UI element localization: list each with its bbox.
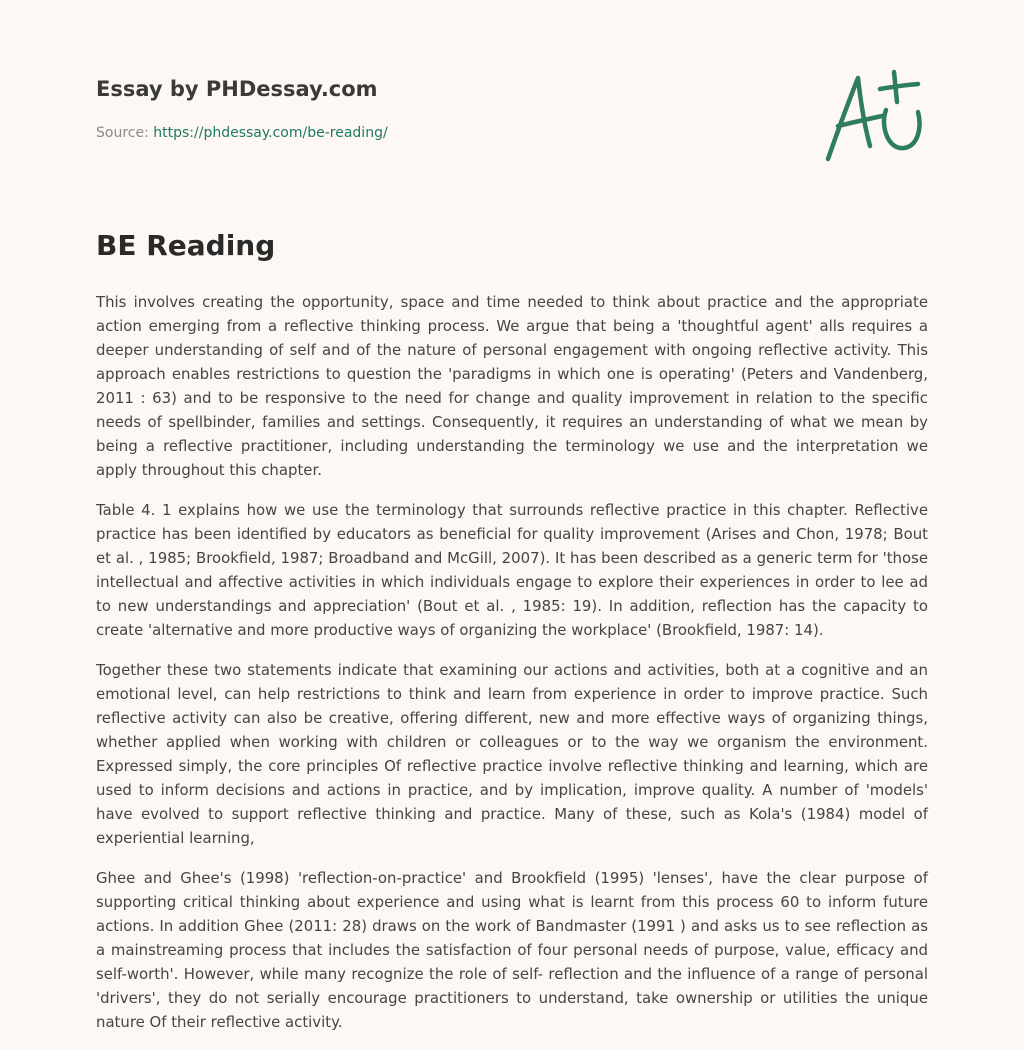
paragraph: Together these two statements indicate that examining our actions and activities, both at a cognitive and an emotional level, can help restrictions to think and learn from experience in order to improve practice. Such reflective activity can also be creative, offering different, new and more effective ways of organizing things, whether applied when working with children or colleagues or to the way we organism the environment. Expressed simply, the core principles Of reflective practice involve reflective thinking and learning, which are used to inform decisions and actions in practice, and by implication, improve quality. A number of 'models' have evolved to support reflective thinking and practice. Many of these, such as Kola's (1984) model of experiential learning, — [96, 661, 928, 847]
source-line — [96, 123, 928, 143]
page-title: BE Reading — [96, 229, 276, 262]
paragraph: Table 4. 1 explains how we use the terminology that surrounds reflective practice in this chapter. Reflective practice has been identified by educators as beneficial for quality improvement (Arises and Chon, 1978; Bout et al. , 1985; Brookfield, 1987; Broadband and McGill, 2007). It has been described as a generic term for 'those intellectual and affective activities in which individuals engage to explore their experiences in order to lee ad to new understandings and appreciation' (Bout et al. , 1985: 19). In addition, reflection has the capacity to create 'alternative and more productive ways of organizing the workplace' (Brookfield, 1987: 14). — [96, 501, 928, 639]
page-header — [96, 74, 928, 143]
article — [96, 226, 928, 1050]
site-title: Essay by PHDessay.com — [96, 77, 378, 101]
paragraph: Ghee and Ghee's (1998) 'reflection-on-practice' and Brookfield (1995) 'lenses', have the clear purpose of supporting critical thinking about experience and using what is learnt from this process 60 to inform future actions. In addition Ghee (2011: 28) draws on the work of Bandmaster (1991 ) and asks us to see reflection as a mainstreaming process that includes the satisfaction of four personal needs of purpose, value, efficacy and self-worth'. However, while many recognize the role of self- reflection and the influence of a range of personal 'drivers', they do not serially encourage practitioners to understand, take ownership or utilities the unique nature Of their reflective activity. — [96, 869, 928, 1031]
source-label: Source: — [96, 125, 149, 141]
source-link[interactable]: https://phdessay.com/be-reading/ — [153, 125, 388, 141]
paragraph: This involves creating the opportunity, space and time needed to think about practice and the appropriate action emerging from a reflective thinking process. We argue that being a 'thoughtful agent' alls requires a deeper understanding of self and of the nature of personal engagement with ongoing reflective activity. This approach enables restrictions to question the 'paradigms in which one is operating' (Peters and Vandenberg, 2011 : 63) and to be responsive to the need for change and quality improvement in relation to the specific needs of spellbinder, families and settings. Consequently, it requires an understanding of what we mean by being a reflective practitioner, including understanding the terminology we use and the interpretation we apply throughout this chapter. — [96, 293, 928, 479]
a-plus-icon — [822, 66, 928, 166]
